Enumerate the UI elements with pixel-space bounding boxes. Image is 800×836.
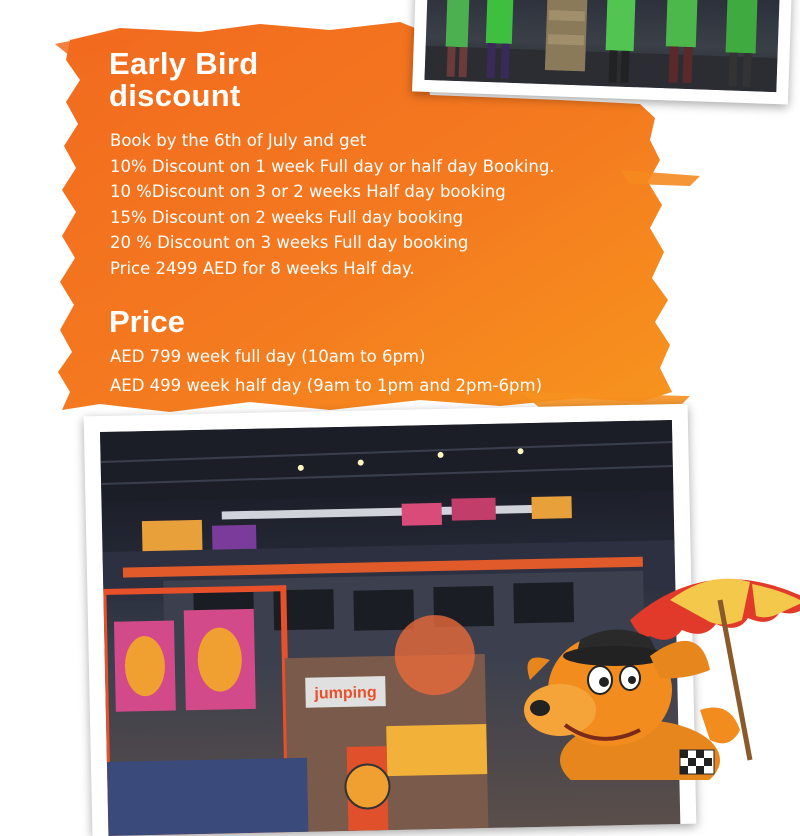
top-photo-scene <box>424 0 779 92</box>
price-list <box>110 342 542 400</box>
top-photo <box>424 0 779 92</box>
price-title: Price <box>109 304 185 339</box>
discount-line: Book by the 6th of July and get <box>110 131 367 150</box>
discount-line: 20 % Discount on 3 weeks Full day booking <box>110 233 469 252</box>
discount-line: 10% Discount on 1 week Full day or half day Booking. <box>110 156 555 176</box>
early-bird-title-line-2: discount <box>109 78 241 113</box>
brush-streak-right <box>620 170 700 186</box>
jumping-sign: jumping <box>314 684 377 703</box>
early-bird-title-line-1: Early Bird <box>109 46 259 81</box>
discount-line: 15% Discount on 2 weeks Full day booking <box>110 207 464 227</box>
top-photo-frame <box>412 0 792 105</box>
discount-line: Price 2499 AED for 8 weeks Half day. <box>110 258 415 278</box>
kangaroo-mascot-with-umbrella-icon <box>520 560 800 780</box>
price-line-half-day: AED 499 week half day (9am to 1pm and 2pm-6pm) <box>110 376 543 395</box>
discount-list <box>110 128 555 281</box>
price-line-full-day: AED 799 week full day (10am to 6pm) <box>110 347 426 366</box>
discount-line: 10 %Discount on 3 or 2 weeks Half day booking <box>110 182 506 201</box>
